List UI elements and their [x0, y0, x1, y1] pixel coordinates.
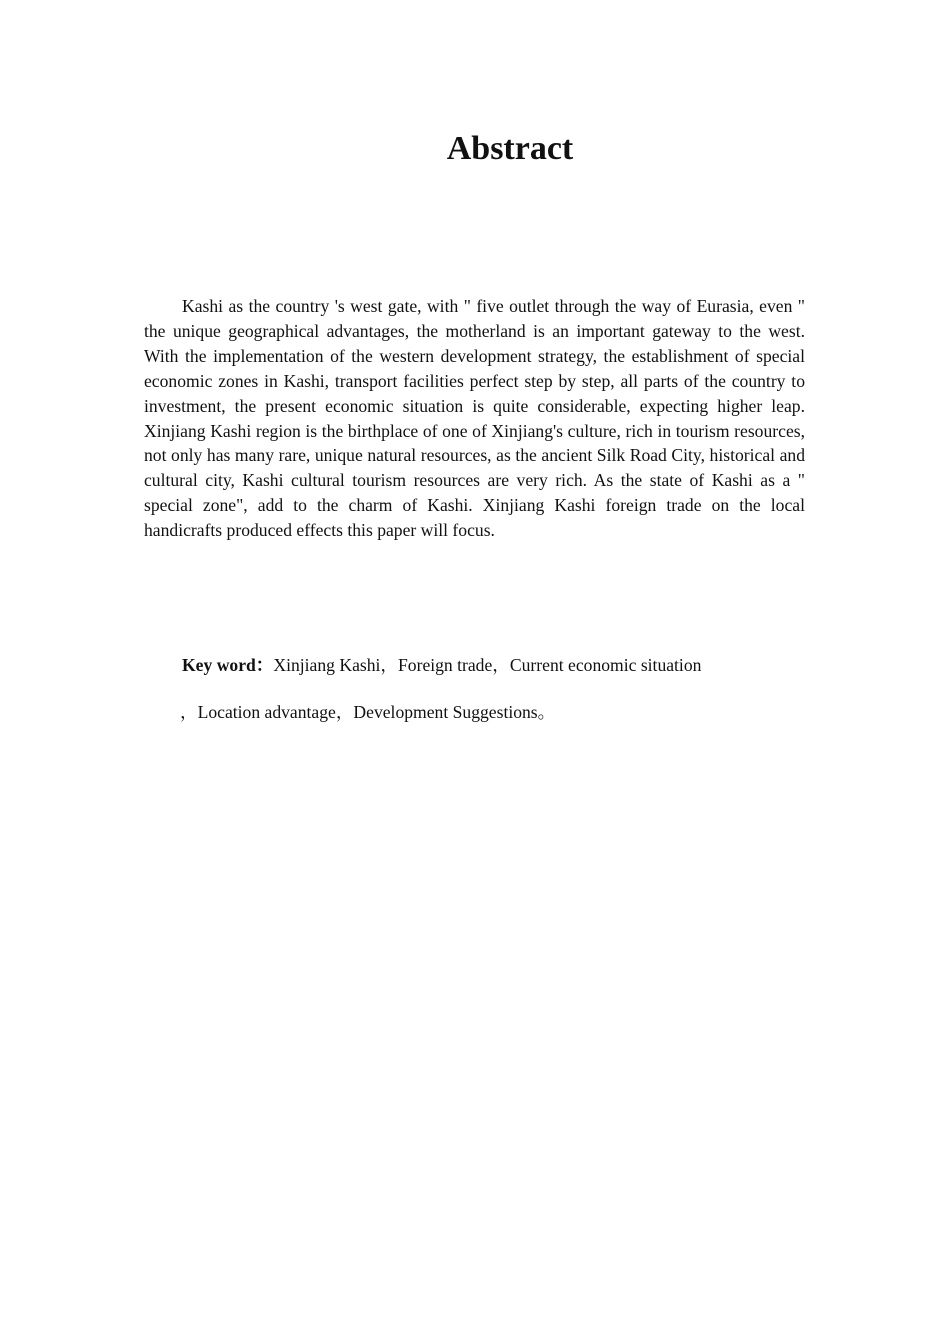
keywords-line-2 — [180, 700, 555, 724]
keywords-label: Key word： — [182, 655, 274, 675]
keywords-text-2: ，Location advantage，Development Suggestions。 — [180, 702, 556, 722]
abstract-paragraph: Kashi as the country 's west gate, with " five outlet through the way of Eurasia, even " the unique geographical advantages, the motherland is an important gateway to the west. With the implementation of the western development strategy, the establishment of special economic zones in Kashi, transport facilities perfect step by step, all parts of the country to investment, the present economic situation is quite considerable, expecting higher leap. Xinjiang Kashi region is the birthplace of one of Xinjiang's culture, rich in tourism resources, not only has many rare, unique natural resources, as the ancient Silk Road City, historical and cultural city, Kashi cultural tourism resources are very rich. As the state of Kashi as a " special zone", add to the charm of Kashi. Xinjiang Kashi foreign trade on the local handicrafts produced effects this paper will focus. — [144, 296, 805, 541]
page-title: Abstract — [446, 130, 574, 167]
keywords-line-1 — [182, 653, 701, 677]
keywords-text-1: Xinjiang Kashi，Foreign trade，Current economic situation — [273, 655, 702, 675]
